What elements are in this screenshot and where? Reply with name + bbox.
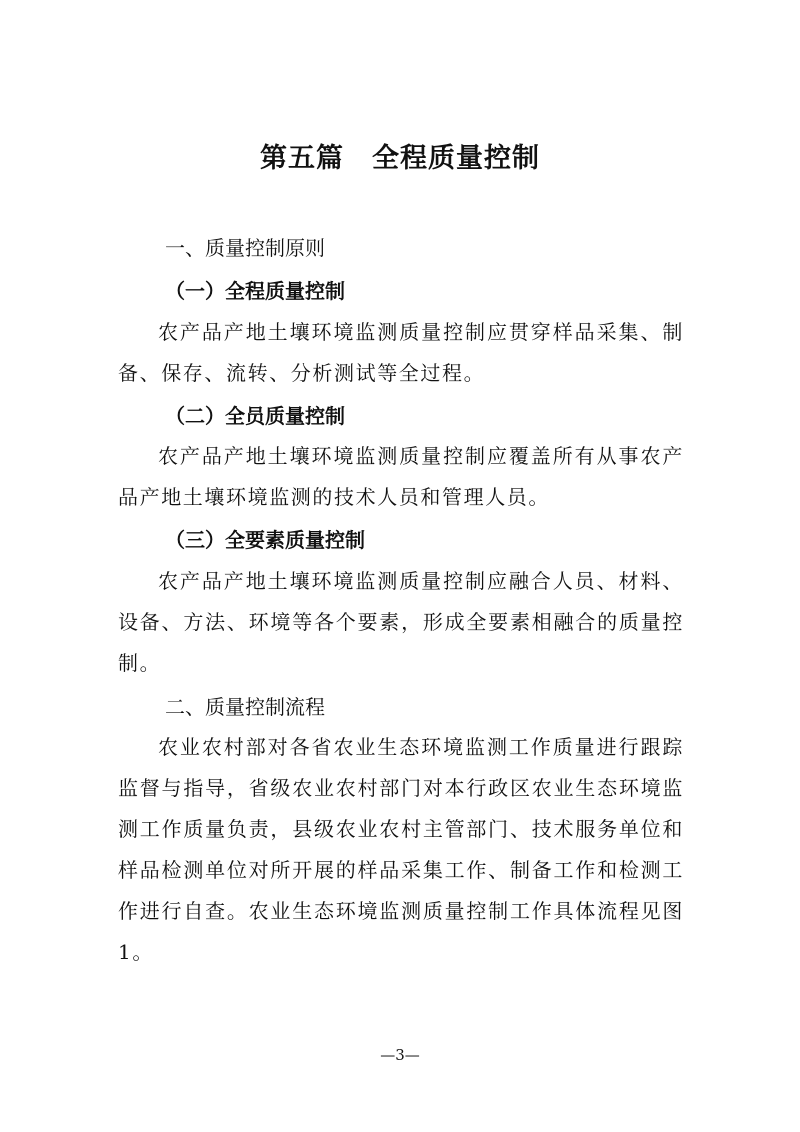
paragraph-full-process: 农产品产地土壤环境监测质量控制应贯穿样品采集、制备、保存、流转、分析测试等全过程。	[118, 320, 684, 385]
page-title: 第五篇 全程质量控制	[260, 143, 540, 174]
section-heading-process: 二、质量控制流程	[165, 695, 325, 719]
paragraph-all-staff: 农产品产地土壤环境监测质量控制应覆盖所有从事农产品产地土壤环境监测的技术人员和管理人员。	[118, 444, 684, 509]
section-heading-principles: 一、质量控制原则	[165, 236, 325, 260]
paragraph-all-elements: 农产品产地土壤环境监测质量控制应融合人员、材料、设备、方法、环境等各个要素，形成全要素相融合的质量控制。	[118, 569, 684, 675]
page-number: —3—	[380, 1046, 420, 1064]
subheading-all-elements: （三）全要素质量控制	[165, 528, 365, 552]
subheading-all-staff: （二）全员质量控制	[165, 404, 345, 428]
paragraph-process: 农业农村部对各省农业生态环境监测工作质量进行跟踪监督与指导，省级农业农村部门对本行政区农业生态环境监测工作质量负责，县级农业农村主管部门、技术服务单位和样品检测单位对所开展的样品采集工作、制备工作和检测工作进行自查。农业生态环境监测质量控制工作具体流程见图 1。	[118, 735, 684, 964]
subheading-full-process: （一）全程质量控制	[165, 279, 345, 303]
